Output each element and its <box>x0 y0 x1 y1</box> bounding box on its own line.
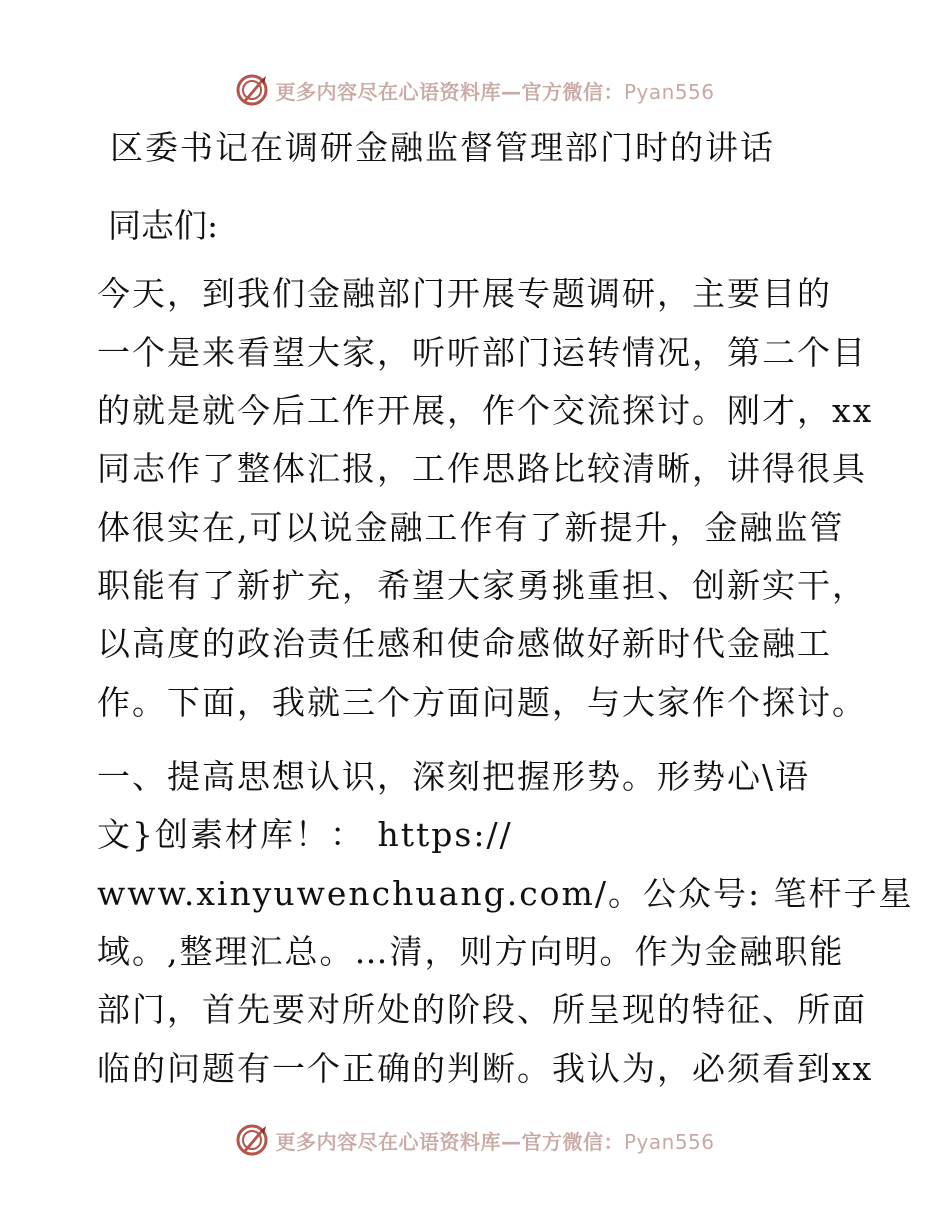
footer-watermark <box>0 1120 950 1160</box>
watermark-handle: Pyan556 <box>623 79 715 104</box>
paragraph-line: 职能有了新扩充，希望大家勇挑重担、创新实干， <box>97 566 867 605</box>
watermark-site-text: 更多内容尽在心语资料库 <box>275 79 501 104</box>
paragraph-line: 一个是来看望大家，听听部门运转情况，第二个目 <box>97 333 867 372</box>
quill-logo-icon <box>235 1123 269 1157</box>
document-title: 区委书记在调研金融监督管理部门时的讲话 <box>110 128 775 167</box>
paragraph-line: 的就是就今后工作开展，作个交流探讨。刚才，xx <box>97 391 874 430</box>
header-watermark <box>0 70 950 110</box>
paragraph-line: 一、提高思想认识，深刻把握形势。形势心\语 <box>97 757 811 796</box>
paragraph-line: 今天，到我们金融部门开展专题调研，主要目的 <box>97 274 832 313</box>
quill-logo-icon <box>235 73 269 107</box>
watermark-handle: Pyan556 <box>623 1129 715 1154</box>
watermark-site-text: 更多内容尽在心语资料库 <box>275 1129 501 1154</box>
watermark-official-label: 官方微信： <box>521 1129 624 1154</box>
watermark-dash: — <box>500 79 522 104</box>
paragraph-line: 作。下面，我就三个方面问题，与大家作个探讨。 <box>97 683 867 722</box>
paragraph-line: 文}创素材库！： https:// <box>97 815 513 854</box>
paragraph-line: 临的问题有一个正确的判断。我认为，必须看到xx <box>97 1049 874 1088</box>
watermark-text <box>275 1126 714 1155</box>
watermark-dash: — <box>500 1129 522 1154</box>
paragraph-line: 同志作了整体汇报，工作思路比较清晰，讲得很具 <box>97 449 867 488</box>
watermark-text <box>275 76 714 105</box>
paragraph-line: 体很实在,可以说金融工作有了新提升，金融监管 <box>97 508 845 547</box>
paragraph-line: www.xinyuwenchuang.com/。公众号: 笔杆子星 <box>97 874 914 913</box>
paragraph-line: 以高度的政治责任感和使命感做好新时代金融工 <box>97 624 832 663</box>
paragraph-line: 域。,整理汇总。…清，则方向明。作为金融职能 <box>97 932 845 971</box>
paragraph-line: 部门，首先要对所处的阶段、所呈现的特征、所面 <box>97 990 867 1029</box>
salutation: 同志们: <box>108 206 219 245</box>
watermark-official-label: 官方微信： <box>521 79 624 104</box>
